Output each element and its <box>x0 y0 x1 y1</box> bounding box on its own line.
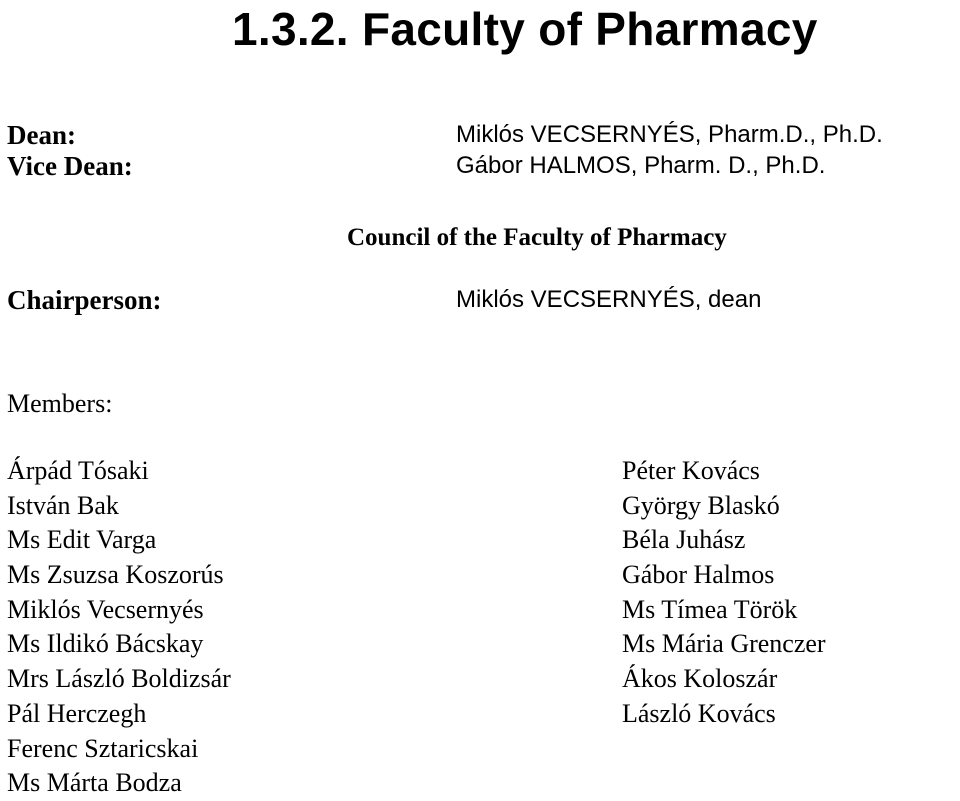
members-list-left <box>7 454 231 801</box>
vice-dean-value: Gábor HALMOS, Pharm. D., Ph.D. <box>456 152 826 179</box>
member-item: Péter Kovács <box>622 456 760 485</box>
vice-dean-label: Vice Dean: <box>7 151 133 181</box>
member-item: Ms Tímea Török <box>622 594 798 624</box>
member-item: Ms Mária Grenczer <box>622 629 826 659</box>
page-title: 1.3.2. Faculty of Pharmacy <box>232 3 818 55</box>
member-item: Ms Zsuzsa Koszorús <box>7 560 224 590</box>
council-heading: Council of the Faculty of Pharmacy <box>347 224 727 251</box>
member-item: István Bak <box>7 490 119 520</box>
member-item: György Blaskó <box>622 490 780 520</box>
member-item: Gábor Halmos <box>622 560 775 590</box>
dean-value: Miklós VECSERNYÉS, Pharm.D., Ph.D. <box>456 121 883 148</box>
member-item: Ms Edit Varga <box>7 525 157 555</box>
members-label: Members: <box>7 389 113 418</box>
member-item: László Kovács <box>622 698 776 728</box>
member-item: Miklós Vecsernyés <box>7 594 204 624</box>
member-item: Béla Juhász <box>622 525 746 555</box>
member-item: Árpád Tósaki <box>7 456 149 485</box>
member-item: Ms Ildikó Bácskay <box>7 629 204 659</box>
member-item: Ferenc Sztaricskai <box>7 733 199 763</box>
dean-label: Dean: <box>7 120 76 150</box>
member-item: Pál Herczegh <box>7 698 147 728</box>
chairperson-value: Miklós VECSERNYÉS, dean <box>456 286 762 313</box>
members-list-right <box>622 454 826 732</box>
member-item: Mrs László Boldizsár <box>7 664 231 694</box>
member-item: Ms Márta Bodza <box>7 768 182 798</box>
chairperson-label: Chairperson: <box>7 285 162 315</box>
member-item: Ákos Koloszár <box>622 664 778 694</box>
